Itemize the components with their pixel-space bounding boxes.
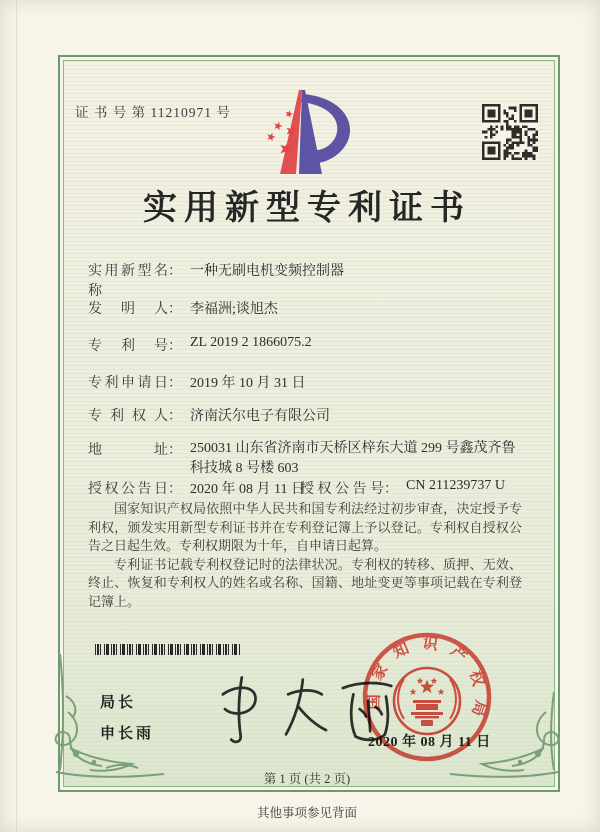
field-colon: ： [168,409,182,424]
cnipa-logo-icon [236,84,368,182]
field-value: 2019 年 10 月 31 日 [190,376,306,391]
field-grant-number [300,478,505,498]
legal-text [88,500,522,611]
field-row-filing-date [88,372,526,405]
field-row-inventor [88,298,526,335]
field-colon: ： [384,482,398,497]
back-note: 其他事项参见背面 [256,806,357,820]
field-label: 授权公告日 [88,482,168,497]
certificate-number: 证 书 号 第 11210971 号 [75,105,231,120]
officer-name: 申长雨 [100,726,155,742]
seal-date: 2020 年 08 月 11 日 [368,735,491,750]
qr-code [482,104,538,160]
field-value: ZL 2019 2 1866075.2 [190,335,312,350]
field-label: 地址 [88,443,168,458]
field-row-grant [88,478,526,498]
field-colon: ： [168,264,182,279]
corner-flourish-icon [440,652,568,788]
field-value: CN 211239737 U [406,478,506,493]
seal-text: 国家知识产权局 [365,634,490,730]
field-colon: ： [168,376,182,391]
field-label: 授权公告号 [300,482,384,497]
officer-title: 局长 [100,695,137,711]
field-label: 专利号 [88,339,168,354]
field-colon: ： [168,443,182,458]
field-colon: ： [168,482,182,497]
page-number: 第 1 页 (共 2 页) [263,772,351,786]
legal-paragraph: 专利证书记载专利权登记时的法律状况。专利权的转移、质押、无效、终止、恢复和专利权人的姓名或名称、国籍、地址变更等事项记载在专利登记簿上。 [88,556,522,609]
field-row-name [88,260,526,298]
corner-flourish-icon [46,652,174,788]
field-list [88,260,526,498]
certificate-title: 实用新型专利证书 [143,190,471,227]
field-label: 实用新型名称 [88,264,168,299]
field-value: 250031 山东省济南市天桥区梓东大道 299 号鑫茂齐鲁科技城 8 号楼 603 [190,441,516,476]
field-label: 专利权人 [88,409,168,424]
field-row-address [88,439,526,478]
field-row-patentee [88,405,526,439]
field-value: 一种无刷电机变频控制器 [190,264,344,279]
field-colon: ： [168,302,182,317]
field-label: 发明人 [88,302,168,317]
field-label: 专利申请日 [88,376,168,391]
field-value: 济南沃尔电子有限公司 [190,409,330,424]
legal-paragraph: 国家知识产权局依照中华人民共和国专利法经过初步审查，决定授予专利权，颁发实用新型专利证书并在专利登记簿上予以登记。专利权自授权公告之日起生效。专利权期限为十年，自申请日起算。 [88,501,522,553]
field-row-patent-no [88,335,526,372]
field-colon: ： [168,339,182,354]
field-value: 李福洲;谈旭杰 [190,302,278,317]
field-value: 2020 年 08 月 11 日 [190,482,305,497]
